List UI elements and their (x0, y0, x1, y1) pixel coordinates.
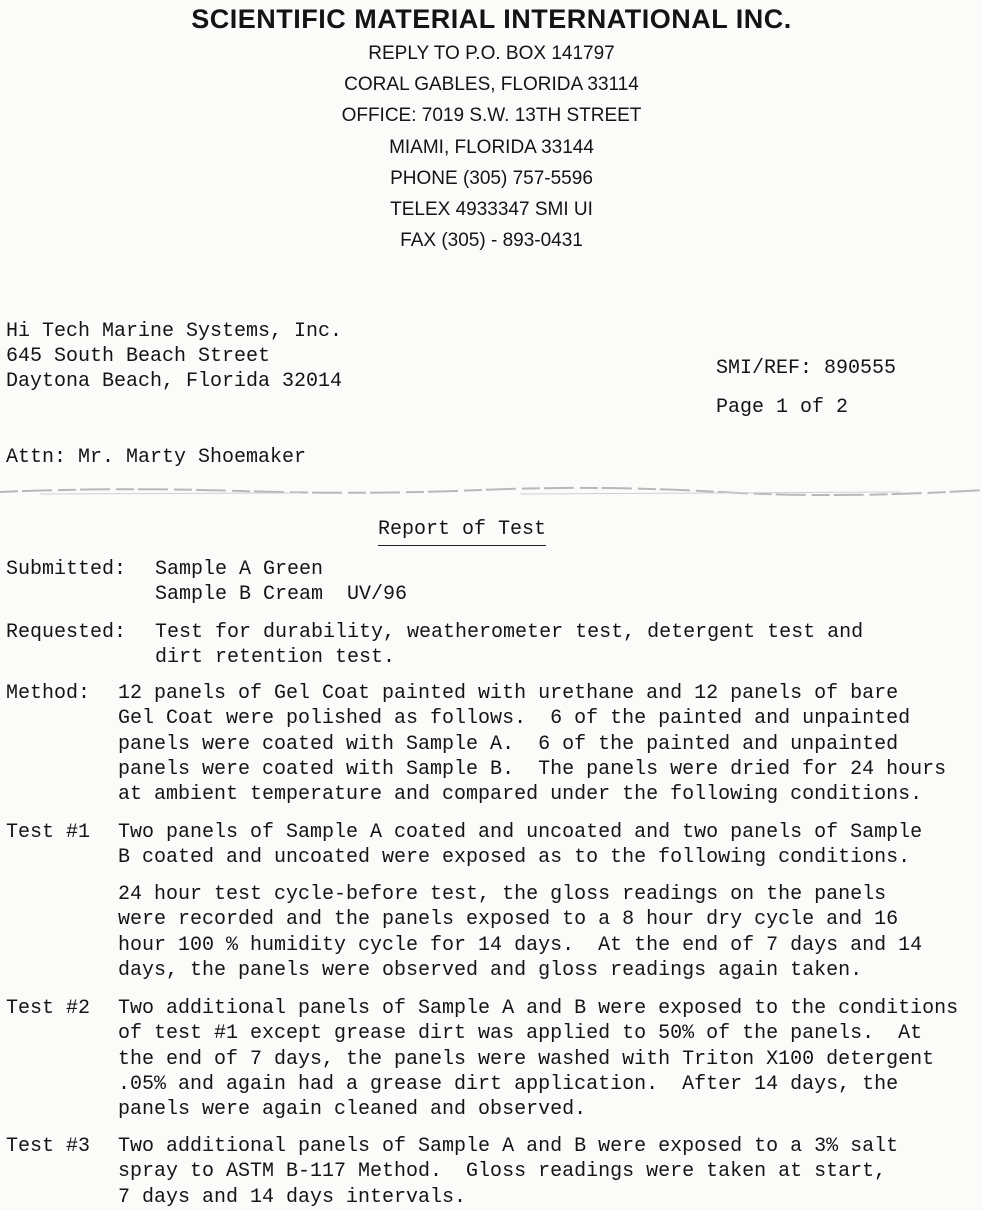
letterhead-line-reply: REPLY TO P.O. BOX 141797 (368, 43, 615, 64)
test3-line: spray to ASTM B-117 Method. Gloss readings were taken at start, (118, 1160, 887, 1184)
attention-line: Attn: Mr. Marty Shoemaker (6, 446, 307, 469)
method-line: Gel Coat were polished as follows. 6 of the painted and unpainted (118, 707, 911, 731)
test1-body (118, 820, 922, 871)
test2-line: of test #1 except grease dirt was applied to 50% of the panels. At (118, 1022, 923, 1046)
recipient-city: Daytona Beach, Florida 32014 (6, 370, 343, 393)
method-line: 12 panels of Gel Coat painted with urethane and 12 panels of bare (118, 682, 899, 705)
test2-body (118, 996, 958, 1122)
test2-line: panels were again cleaned and observed. (118, 1098, 587, 1122)
recipient-street: 645 South Beach Street (6, 345, 271, 368)
test1-cycle-body (118, 882, 922, 983)
test2-line: Two additional panels of Sample A and B were exposed to the conditions (118, 997, 959, 1020)
method-line: at ambient temperature and compared under the following conditions. (118, 783, 923, 807)
submitted-body (155, 557, 407, 608)
test1-cycle-line: were recorded and the panels exposed to a 8 hour dry cycle and 16 (118, 908, 899, 932)
test1-cycle-line: hour 100 % humidity cycle for 14 days. At the end of 7 days and 14 (118, 933, 923, 957)
letterhead-line-telex: TELEX 4933347 SMI UI (390, 199, 593, 220)
test2-line: .05% and again had a grease dirt application. After 14 days, the (118, 1072, 899, 1096)
requested-line: dirt retention test. (155, 646, 396, 670)
submitted-line: Sample A Green (155, 558, 324, 581)
test1-label: Test #1 (6, 821, 91, 844)
company-name: SCIENTIFIC MATERIAL INTERNATIONAL INC. (191, 4, 792, 34)
letterhead-line-phone: PHONE (305) 757-5596 (390, 168, 593, 189)
requested-label: Requested: (6, 621, 127, 644)
method-line: panels were coated with Sample B. The panels were dried for 24 hours (118, 757, 947, 781)
letterhead-line-office-city: MIAMI, FLORIDA 33144 (389, 137, 594, 158)
test2-line: the end of 7 days, the panels were washed with Triton X100 detergent (118, 1047, 935, 1071)
test1-cycle-line: 24 hour test cycle-before test, the gloss readings on the panels (118, 883, 887, 906)
submitted-line: Sample B Cream UV/96 (155, 583, 408, 607)
requested-body (155, 620, 863, 671)
recipient-company: Hi Tech Marine Systems, Inc. (6, 320, 343, 343)
report-title: Report of Test (378, 518, 546, 546)
method-line: panels were coated with Sample A. 6 of the painted and unpainted (118, 732, 899, 756)
method-label: Method: (6, 682, 91, 705)
test1-line: Two panels of Sample A coated and uncoated and two panels of Sample (118, 821, 923, 844)
page-fold-line (0, 484, 983, 498)
submitted-label: Submitted: (6, 558, 127, 581)
letterhead-line-fax: FAX (305) - 893-0431 (400, 230, 583, 251)
test2-label: Test #2 (6, 997, 91, 1020)
test3-label: Test #3 (6, 1135, 91, 1158)
test1-cycle-line: days, the panels were observed and gloss readings again taken. (118, 958, 863, 982)
letterhead-line-office: OFFICE: 7019 S.W. 13TH STREET (341, 105, 642, 126)
test3-body (118, 1134, 898, 1210)
test1-line: B coated and uncoated were exposed as to the following conditions. (118, 846, 911, 870)
requested-line: Test for durability, weatherometer test, detergent test and (155, 621, 864, 644)
letterhead-line-city: CORAL GABLES, FLORIDA 33114 (344, 74, 639, 95)
page-indicator: Page 1 of 2 (716, 396, 849, 419)
test3-line: 7 days and 14 days intervals. (118, 1185, 467, 1209)
reference-number: SMI/REF: 890555 (716, 357, 897, 380)
method-body (118, 681, 946, 807)
test3-line: Two additional panels of Sample A and B were exposed to a 3% salt (118, 1135, 899, 1158)
